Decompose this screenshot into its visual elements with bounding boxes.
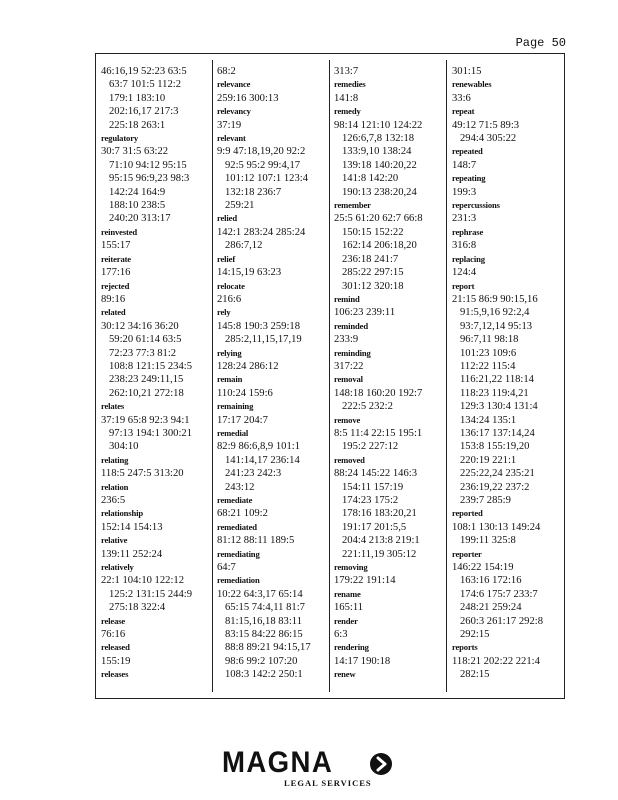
page-line-refs: 231:3	[452, 213, 477, 225]
page-line-refs: 108:8 121:15 234:5	[109, 360, 192, 372]
page-line-refs: 126:6,7,8 132:18	[342, 133, 415, 145]
page-line-refs: 195:2 227:12	[342, 441, 399, 453]
page-line-refs: 81:15,16,18 83:11	[225, 615, 303, 627]
page-line-refs: 155:19	[101, 655, 131, 667]
page-line-refs: 25:5 61:20 62:7 66:8	[334, 213, 423, 225]
index-term: remove	[334, 414, 361, 425]
page-line-refs: 313:7	[334, 66, 359, 77]
logo-wordmark: MAGNA	[222, 746, 334, 779]
index-term: remediate	[217, 495, 253, 505]
page-line-refs: 259:16 300:13	[217, 92, 279, 104]
page-line-refs: 37:19	[217, 119, 242, 131]
page-line-refs: 118:5 247:5 313:20	[101, 468, 184, 480]
page-line-refs: 101:12 107:1 123:4	[225, 173, 308, 185]
page-line-refs: 216:6	[217, 293, 242, 305]
index-term: repercussions	[452, 200, 500, 211]
page-line-refs: 30:12 34:16 36:20	[101, 320, 179, 332]
index-term: relying	[217, 347, 242, 358]
page-line-refs: 285:2,11,15,17,19	[225, 334, 302, 346]
index-term: rendering	[334, 642, 369, 653]
page-line-refs: 204:4 213:8 219:1	[342, 535, 420, 547]
page-line-refs: 64:7	[217, 562, 236, 574]
page-line-refs: 101:23 109:6	[460, 347, 517, 359]
index-term: rejected	[101, 280, 130, 291]
page-line-refs: 83:15 84:22 86:15	[225, 629, 303, 641]
index-term: relates	[101, 401, 125, 412]
index-term: remediating	[217, 548, 260, 559]
index-term: releases	[101, 669, 129, 680]
page-line-refs: 316:8	[452, 240, 477, 252]
page-line-refs: 301:12 320:18	[342, 280, 404, 292]
page-line-refs: 132:18 236:7	[225, 186, 282, 198]
page-line-refs: 241:23 242:3	[225, 468, 282, 480]
page-line-refs: 22:1 104:10 122:12	[101, 575, 184, 587]
page-line-refs: 72:23 77:3 81:2	[109, 347, 177, 359]
page-line-refs: 239:7 285:9	[460, 495, 511, 506]
page-line-refs: 68:21 109:2	[217, 508, 268, 520]
page-line-refs: 163:16 172:16	[460, 575, 522, 587]
page-line-refs: 118:21 202:22 221:4	[452, 655, 540, 667]
page-line-refs: 162:14 206:18,20	[342, 240, 417, 252]
page-line-refs: 91:5,9,16 92:2,4	[460, 307, 530, 319]
page-line-refs: 65:15 74:4,11 81:7	[225, 602, 305, 614]
index-term: rephrase	[452, 226, 484, 237]
page-line-refs: 89:16	[101, 293, 126, 305]
index-term: reiterate	[101, 253, 131, 264]
page-line-refs: 14:17 190:18	[334, 655, 391, 667]
page-line-refs: 202:16,17 217:3	[109, 106, 179, 118]
page-line-refs: 10:22 64:3,17 65:14	[217, 588, 303, 600]
index-term: related	[101, 307, 126, 318]
index-term: remediated	[217, 521, 257, 532]
page-line-refs: 153:8 155:19,20	[460, 441, 530, 453]
page-line-refs: 150:15 152:22	[342, 226, 404, 238]
page-line-refs: 179:1 183:10	[109, 92, 166, 104]
index-term: relief	[217, 253, 236, 264]
index-term: renewables	[452, 79, 492, 90]
page-line-refs: 71:10 94:12 95:15	[109, 159, 187, 171]
index-term: remain	[217, 374, 243, 385]
page-line-refs: 275:18 322:4	[109, 602, 166, 614]
page-line-refs: 8:5 11:4 22:15 195:1	[334, 427, 423, 439]
chevron-right-circle-icon	[370, 753, 392, 775]
index-term: reporter	[452, 548, 482, 559]
index-term: remember	[334, 200, 371, 211]
page-line-refs: 304:10	[109, 441, 139, 453]
page-line-refs: 286:7,12	[225, 240, 263, 252]
page-line-refs: 95:15 96:9,23 98:3	[109, 173, 190, 185]
page-line-refs: 125:2 131:15 244:9	[109, 588, 192, 600]
page-line-refs: 106:23 239:11	[334, 307, 396, 319]
index-term: reminded	[334, 320, 368, 331]
page-line-refs: 220:19 221:1	[460, 454, 517, 466]
index-term: removed	[334, 454, 365, 465]
page-line-refs: 139:11 252:24	[101, 548, 163, 560]
column-divider	[329, 60, 330, 692]
index-column-4	[452, 65, 564, 694]
index-term: rely	[217, 307, 231, 318]
index-term: reinvested	[101, 226, 138, 237]
index-term: relatively	[101, 562, 134, 573]
index-term: repeat	[452, 106, 475, 117]
page-line-refs: 155:17	[101, 240, 131, 252]
page-line-refs: 14:15,19 63:23	[217, 267, 282, 279]
index-term: relevancy	[217, 106, 251, 117]
page-line-refs: 128:24 286:12	[217, 360, 279, 372]
index-term: reminding	[334, 347, 371, 358]
index-term: relied	[217, 213, 237, 224]
index-term: released	[101, 642, 130, 653]
page-line-refs: 6:3	[334, 629, 348, 641]
page-line-refs: 110:24 159:6	[217, 387, 273, 399]
page-line-refs: 177:16	[101, 267, 131, 279]
page-line-refs: 199:11 325:8	[460, 535, 516, 547]
page-line-refs: 154:11 157:19	[342, 481, 404, 493]
page-line-refs: 236:19,22 237:2	[460, 481, 530, 493]
page-line-refs: 301:15	[452, 66, 482, 77]
index-term: relevant	[217, 133, 246, 144]
page-line-refs: 145:8 190:3 259:18	[217, 320, 300, 332]
index-term: replacing	[452, 253, 485, 264]
page-line-refs: 63:7 101:5 112:2	[109, 79, 181, 91]
page-line-refs: 30:7 31:5 63:22	[101, 146, 169, 158]
index-term: renew	[334, 669, 356, 680]
page-line-refs: 188:10 238:5	[109, 200, 166, 212]
page-line-refs: 165:11	[334, 602, 364, 614]
page-line-refs: 96:7,11 98:18	[460, 334, 519, 346]
page-line-refs: 221:11,19 305:12	[342, 548, 417, 560]
page-line-refs: 148:18 160:20 192:7	[334, 387, 423, 399]
page-line-refs: 88:24 145:22 146:3	[334, 468, 417, 480]
index-term: render	[334, 615, 358, 626]
page-line-refs: 141:8 142:20	[342, 173, 399, 185]
page-line-refs: 76:16	[101, 629, 126, 641]
page-line-refs: 190:13 238:20,24	[342, 186, 417, 198]
page-line-refs: 17:17 204:7	[217, 414, 268, 426]
index-term: reports	[452, 642, 478, 653]
index-term: remedies	[334, 79, 366, 90]
page-line-refs: 124:4	[452, 267, 477, 279]
page-line-refs: 179:22 191:14	[334, 575, 396, 587]
index-term: relationship	[101, 508, 143, 519]
page-line-refs: 262:10,21 272:18	[109, 387, 184, 399]
page-line-refs: 146:22 154:19	[452, 562, 514, 574]
column-divider	[212, 60, 213, 692]
page-line-refs: 236:18 241:7	[342, 253, 399, 265]
page-line-refs: 133:9,10 138:24	[342, 146, 412, 158]
page-line-refs: 238:23 249:11,15	[109, 374, 184, 386]
index-term: relation	[101, 481, 129, 492]
page-line-refs: 134:24 135:1	[460, 414, 517, 426]
page-line-refs: 37:19 65:8 92:3 94:1	[101, 414, 190, 426]
index-term: remedial	[217, 427, 249, 438]
page-line-refs: 259:21	[225, 200, 255, 212]
page-line-refs: 139:18 140:20,22	[342, 159, 417, 171]
page-line-refs: 98:14 121:10 124:22	[334, 119, 423, 131]
page-line-refs: 233:9	[334, 334, 359, 346]
index-column-3	[334, 65, 443, 694]
page-line-refs: 82:9 86:6,8,9 101:1	[217, 441, 300, 453]
page-line-refs: 178:16 183:20,21	[342, 508, 417, 520]
page-line-refs: 285:22 297:15	[342, 267, 404, 279]
index-term: repeated	[452, 146, 483, 157]
page-line-refs: 225:18 263:1	[109, 119, 166, 131]
index-term: report	[452, 280, 475, 291]
page-line-refs: 148:7	[452, 159, 477, 171]
page-line-refs: 243:12	[225, 481, 255, 493]
page-line-refs: 191:17 201:5,5	[342, 521, 407, 533]
page-line-refs: 222:5 232:2	[342, 401, 393, 413]
page-line-refs: 317:22	[334, 360, 364, 372]
page-line-refs: 116:21,22 118:14	[460, 374, 534, 386]
page-line-refs: 98:6 99:2 107:20	[225, 655, 298, 667]
page-line-refs: 21:15 86:9 90:15,16	[452, 293, 538, 305]
page-line-refs: 33:6	[452, 92, 471, 104]
page-line-refs: 93:7,12,14 95:13	[460, 320, 533, 332]
page-line-refs: 142:24 164:9	[109, 186, 166, 198]
page-line-refs: 92:5 95:2 99:4,17	[225, 159, 301, 171]
index-column-2	[217, 65, 327, 694]
page-line-refs: 141:14,17 236:14	[225, 454, 300, 466]
page-line-refs: 59:20 61:14 63:5	[109, 334, 182, 346]
index-term: relative	[101, 535, 128, 546]
page-line-refs: 49:12 71:5 89:3	[452, 119, 520, 131]
index-term: remedy	[334, 106, 361, 117]
page-line-refs: 236:5	[101, 495, 126, 506]
page-line-refs: 81:12 88:11 189:5	[217, 535, 295, 547]
index-term: removing	[334, 562, 368, 573]
page-line-refs: 46:16,19 52:23 63:5	[101, 66, 187, 77]
page-line-refs: 292:15	[460, 629, 490, 641]
page-line-refs: 240:20 313:17	[109, 213, 171, 225]
page-line-refs: 108:1 130:13 149:24	[452, 521, 541, 533]
page-line-refs: 142:1 283:24 285:24	[217, 226, 306, 238]
index-term: removal	[334, 374, 363, 385]
index-term: reported	[452, 508, 483, 519]
page-number: Page 50	[515, 36, 566, 50]
page-line-refs: 294:4 305:22	[460, 133, 517, 145]
page-line-refs: 108:3 142:2 250:1	[225, 669, 303, 681]
page-line-refs: 118:23 119:4,21	[460, 387, 529, 399]
index-term: remind	[334, 293, 360, 304]
index-column-1	[101, 65, 212, 694]
index-term: repeating	[452, 173, 486, 184]
logo-tagline: LEGAL SERVICES	[284, 778, 372, 788]
page-line-refs: 225:22,24 235:21	[460, 468, 535, 480]
index-term: rename	[334, 588, 361, 599]
column-divider	[446, 60, 447, 692]
index-term: remediation	[217, 575, 260, 586]
page-line-refs: 174:6 175:7 233:7	[460, 588, 538, 600]
page-line-refs: 9:9 47:18,19,20 92:2	[217, 146, 306, 158]
page-line-refs: 199:3	[452, 186, 477, 198]
magna-logo	[222, 747, 398, 793]
page-line-refs: 68:2	[217, 66, 236, 77]
page-line-refs: 260:3 261:17 292:8	[460, 615, 543, 627]
index-term: relocate	[217, 280, 245, 291]
index-term: regulatory	[101, 133, 139, 144]
page-line-refs: 152:14 154:13	[101, 521, 163, 533]
page-line-refs: 88:8 89:21 94:15,17	[225, 642, 311, 654]
page-line-refs: 136:17 137:14,24	[460, 427, 535, 439]
index-term: remaining	[217, 401, 254, 412]
page-line-refs: 141:8	[334, 92, 359, 104]
index-term: release	[101, 615, 126, 626]
page-line-refs: 129:3 130:4 131:4	[460, 401, 538, 413]
page-line-refs: 112:22 115:4	[460, 360, 516, 372]
page-line-refs: 97:13 194:1 300:21	[109, 427, 192, 439]
index-term: relating	[101, 454, 129, 465]
page-line-refs: 174:23 175:2	[342, 495, 399, 506]
page-line-refs: 248:21 259:24	[460, 602, 522, 614]
index-frame	[95, 53, 565, 699]
index-term: relevance	[217, 79, 251, 90]
page-line-refs: 282:15	[460, 669, 490, 681]
